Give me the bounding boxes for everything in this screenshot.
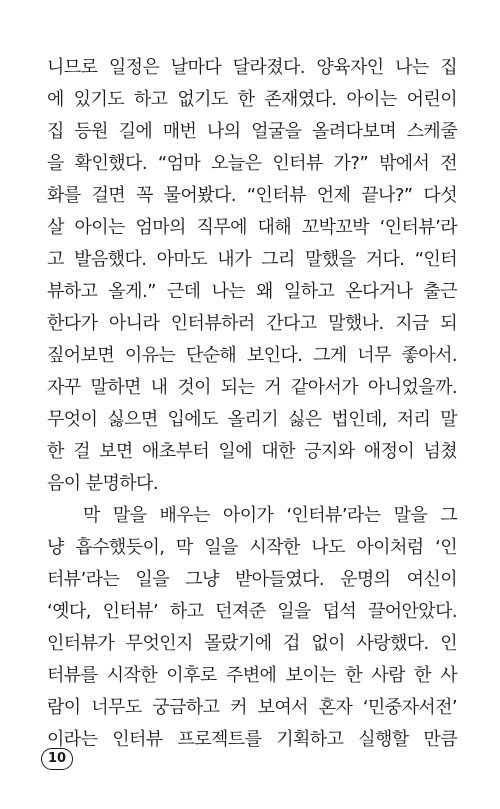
text-line: 뷰하고 올게.” 근데 나는 왜 일하고 온다거나 출근 — [47, 281, 457, 302]
text-line: 집 등원 길에 매번 나의 얼굴을 올려다보며 스케줄 — [47, 121, 457, 142]
text-line: 화를 걸면 꼭 물어봤다. “인터뷰 언제 끝나?” 다섯 — [47, 185, 457, 206]
text-line: 한 걸 보면 애초부터 일에 대한 긍지와 애정이 넘쳤 — [47, 441, 457, 462]
text-line: 인터뷰가 무엇인지 몰랐기에 겁 없이 사랑했다. 인 — [47, 633, 457, 654]
text-line: 에 있기도 하고 없기도 한 존재였다. 아이는 어린이 — [47, 89, 457, 110]
text-line: 람이 너무도 궁금하고 커 보여서 혼자 ‘민중자서전’ — [47, 697, 457, 718]
text-line: 냥 흡수했듯이, 막 일을 시작한 나도 아이처럼 ‘인 — [47, 537, 457, 558]
text-line: 한다가 아니라 인터뷰하러 간다고 말했나. 지금 되 — [47, 313, 457, 334]
paragraph-start-line: 막 말을 배우는 아이가 ‘인터뷰’라는 말을 그 — [83, 505, 457, 526]
text-line: 무엇이 싫으면 입에도 올리기 싫은 법인데, 저리 말 — [47, 409, 457, 430]
text-line: ‘옛다, 인터뷰’ 하고 던져준 일을 덥석 끌어안았다. — [47, 601, 457, 622]
text-line: 이라는 인터뷰 프로젝트를 기획하고 실행할 만큼 — [47, 729, 457, 750]
page-number: 10 — [41, 748, 73, 770]
text-line: 을 확인했다. “엄마 오늘은 인터뷰 가?” 밖에서 전 — [47, 153, 457, 174]
text-line: 터뷰를 시작한 이후로 주변에 보이는 한 사람 한 사 — [47, 665, 457, 686]
text-line: 짚어보면 이유는 단순해 보인다. 그게 너무 좋아서. — [47, 345, 457, 366]
body-text — [47, 52, 457, 756]
text-line: 터뷰’라는 일을 그냥 받아들였다. 운명의 여신이 — [47, 569, 457, 590]
text-line: 자꾸 말하면 내 것이 되는 거 같아서가 아니었을까. — [47, 377, 457, 398]
text-line: 니므로 일정은 날마다 달라졌다. 양육자인 나는 집 — [47, 57, 457, 78]
paragraph-end-line: 음이 분명하다. — [47, 473, 158, 494]
text-line: 고 발음했다. 아마도 내가 그리 말했을 거다. “인터 — [47, 249, 457, 270]
text-line: 살 아이는 엄마의 직무에 대해 꼬박꼬박 ‘인터뷰’라 — [47, 217, 457, 238]
